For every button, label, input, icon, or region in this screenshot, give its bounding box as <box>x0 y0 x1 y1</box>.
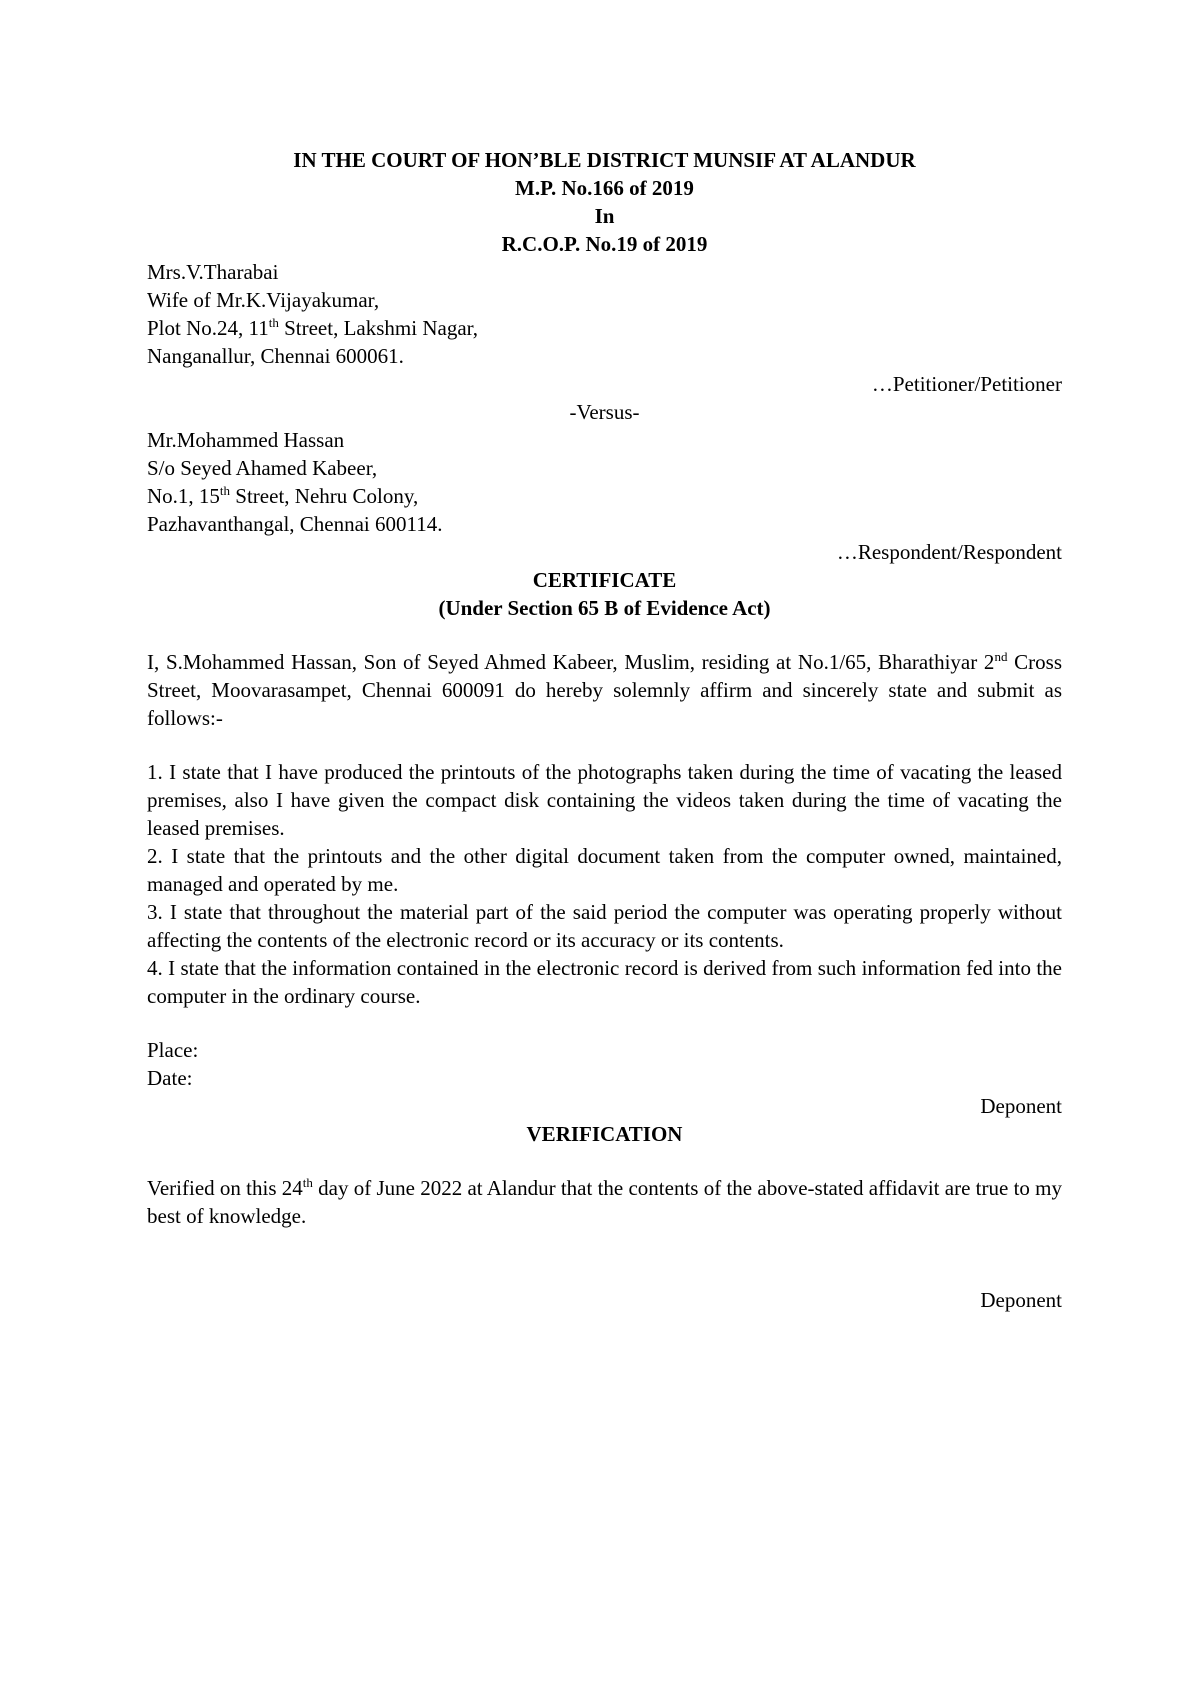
petitioner-block <box>147 258 1062 398</box>
versus-label: -Versus- <box>569 400 640 424</box>
certificate-point-3: 3. I state that throughout the material part of the said period the computer was operating properly without affecting the contents of the electronic record or its accuracy or its contents. <box>147 900 1062 952</box>
document-body <box>147 146 1062 1314</box>
respondent-address-line-1: No.1, 15th Street, Nehru Colony, <box>147 483 419 508</box>
respondent-address-line-2: Pazhavanthangal, Chennai 600114. <box>147 512 443 536</box>
place-label: Place: <box>147 1038 199 1062</box>
verification-title: VERIFICATION <box>526 1122 683 1146</box>
rcop-number: R.C.O.P. No.19 of 2019 <box>501 232 708 256</box>
respondent-relation: S/o Seyed Ahamed Kabeer, <box>147 456 378 480</box>
certificate-point-2: 2. I state that the printouts and the other digital document taken from the computer owned, maintained, managed and operated by me. <box>147 844 1062 896</box>
certificate-point-4: 4. I state that the information contained in the electronic record is derived from such information fed into the computer in the ordinary course. <box>147 956 1062 1008</box>
verification-deponent: Deponent <box>980 1288 1062 1312</box>
petitioner-address-line-2: Nanganallur, Chennai 600061. <box>147 344 404 368</box>
certificate-heading <box>147 566 1062 622</box>
certificate-point-1: 1. I state that I have produced the printouts of the photographs taken during the time of vacating the leased premises, also I have given the compact disk containing the videos taken during the time of vacating the leased premises. <box>147 760 1062 840</box>
petitioner-relation: Wife of Mr.K.Vijayakumar, <box>147 288 380 312</box>
certificate-title: CERTIFICATE <box>532 568 677 592</box>
certificate-points <box>147 758 1062 1010</box>
petitioner-role: …Petitioner/Petitioner <box>871 372 1062 396</box>
respondent-name: Mr.Mohammed Hassan <box>147 428 345 452</box>
court-title: IN THE COURT OF HON’BLE DISTRICT MUNSIF AT ALANDUR <box>293 148 916 172</box>
petition-number: M.P. No.166 of 2019 <box>515 176 694 200</box>
respondent-role: …Respondent/Respondent <box>836 540 1062 564</box>
respondent-block <box>147 426 1062 566</box>
certificate-deponent: Deponent <box>980 1094 1062 1118</box>
petitioner-name: Mrs.V.Tharabai <box>147 260 279 284</box>
verification-text: Verified on this 24th day of June 2022 at Alandur that the contents of the above-stated affidavit are true to my best of knowledge. <box>147 1175 1063 1228</box>
certificate-intro: I, S.Mohammed Hassan, Son of Seyed Ahmed Kabeer, Muslim, residing at No.1/65, Bharathiyar 2nd Cross Street, Moovarasampet, Chennai 600091 do hereby solemnly affirm and sincerely state and submit as follows:- <box>147 649 1062 730</box>
case-heading <box>147 146 1062 258</box>
certificate-subtitle: (Under Section 65 B of Evidence Act) <box>438 596 771 620</box>
petitioner-address-line-1: Plot No.24, 11th Street, Lakshmi Nagar, <box>147 315 479 340</box>
date-label: Date: <box>147 1066 193 1090</box>
in-label: In <box>594 204 615 228</box>
